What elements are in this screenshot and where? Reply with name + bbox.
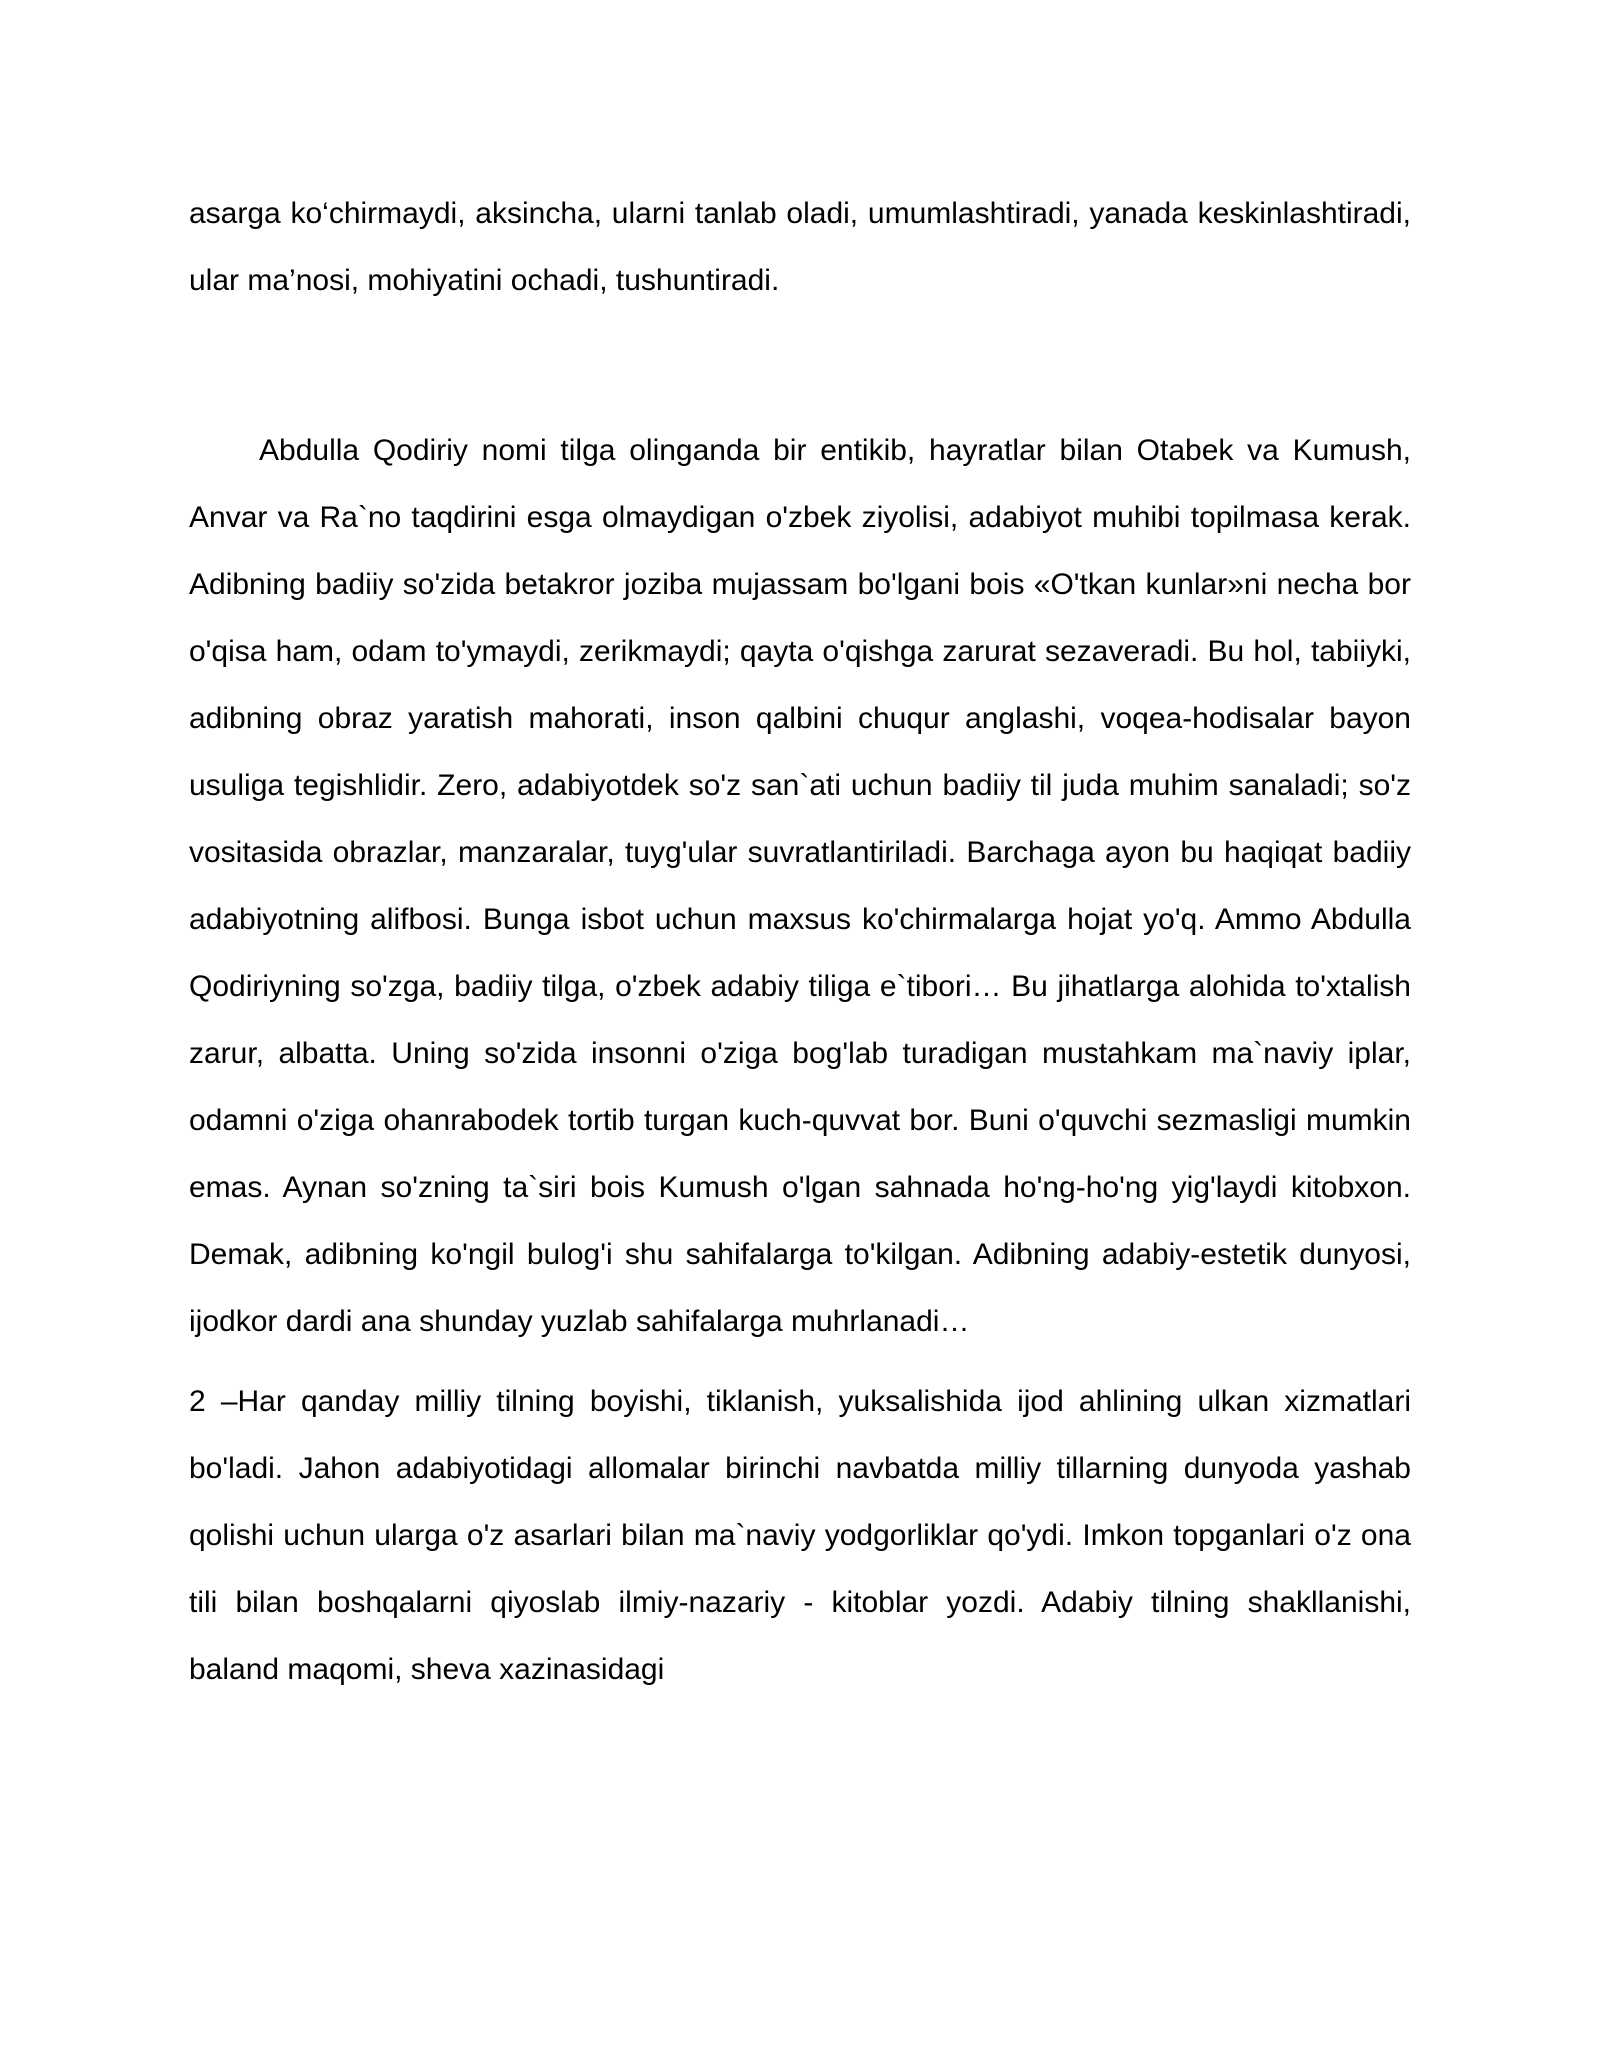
paragraph-continuation: asarga ko‘chirmaydi, aksincha, ularni tanlab oladi, umumlashtiradi, yanada keskinlashtiradi, ular ma’nosi, mohiyatini ochadi, tushuntiradi. [189, 197, 1411, 297]
paragraph-national-language: 2 –Har qanday milliy tilning boyishi, tiklanish, yuksalishida ijod ahlining ulkan xizmatlari bo'ladi. Jahon adabiyotidagi allomalar birinchi navbatda milliy tillarning dunyoda yashab qolishi uchun ularga o'z asarlari bilan ma`naviy yodgorliklar qo'ydi. Imkon topganlari o'z ona tili bilan boshqalarni qiyoslab ilmiy-nazariy - kitoblar yozdi. Adabiy tilning shakllanishi, baland maqomi, sheva xazinasidagi [189, 1385, 1411, 1686]
document-body [189, 180, 1411, 1703]
paragraph-qodiriy: Abdulla Qodiriy nomi tilga olinganda bir entikib, hayratlar bilan Otabek va Kumush, Anvar va Ra`no taqdirini esga olmaydigan o'zbek ziyolisi, adabiyot muhibi topilmasa kerak. Adibning badiiy so'zida betakror joziba mujassam bo'lgani bois «O'tkan kunlar»ni necha bor o'qisa ham, odam to'ymaydi, zerikmaydi; qayta o'qishga zarurat sezaveradi. Bu hol, tabiiyki, adibning obraz yaratish mahorati, inson qalbini chuqur anglashi, voqea-hodisalar bayon usuliga tegishlidir. Zero, adabiyotdek so'z san`ati uchun badiiy til juda muhim sanaladi; so'z vositasida obrazlar, manzaralar, tuyg'ular suvratlantiriladi. Barchaga ayon bu haqiqat badiiy adabiyotning alifbosi. Bunga isbot uchun maxsus ko'chirmalarga hojat yo'q. Ammo Abdulla Qodiriyning so'zga, badiiy tilga, o'zbek adabiy tiliga e`tibori… Bu jihatlarga alohida to'xtalish zarur, albatta. Uning so'zida insonni o'ziga bog'lab turadigan mustahkam ma`naviy iplar, odamni o'ziga ohanrabodek tortib turgan kuch-quvvat bor. Buni o'quvchi sezmasligi mumkin emas. Aynan so'zning ta`siri bois Kumush o'lgan sahnada ho'ng-ho'ng yig'laydi kitobxon. Demak, adibning ko'ngil bulog'i shu sahifalarga to'kilgan. Adibning adabiy-estetik dunyosi, ijodkor dardi ana shunday yuzlab sahifalarga muhrlanadi… [189, 434, 1411, 1338]
